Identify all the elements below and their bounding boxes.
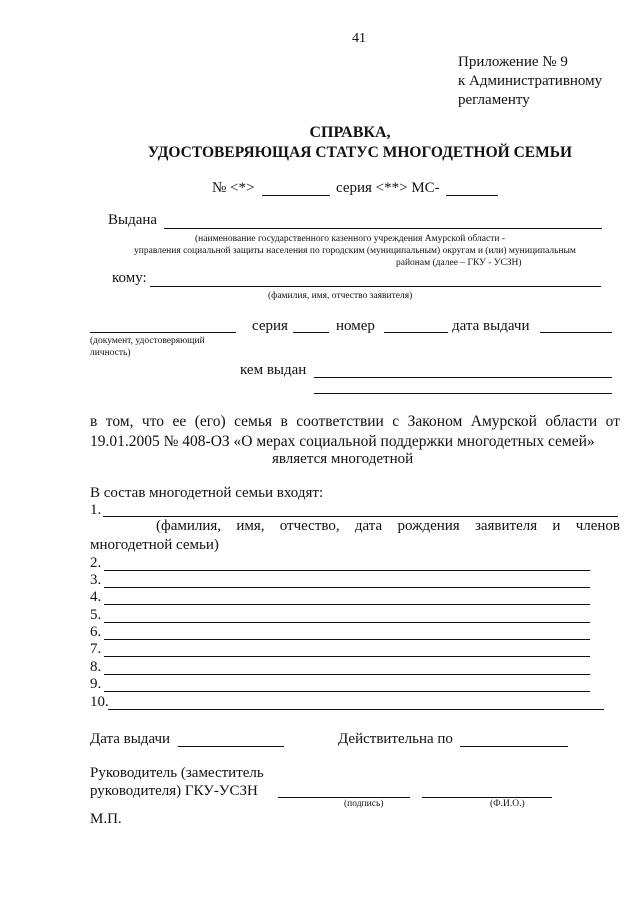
document-issuer-field-2[interactable] (314, 393, 612, 394)
document-issuer-label: кем выдан (240, 362, 307, 378)
issue-date-label: Дата выдачи (90, 731, 171, 747)
member-label-5: 5. (90, 607, 102, 623)
statement-line-3: является многодетной (272, 451, 414, 467)
valid-until-label: Действительна по (338, 731, 453, 747)
member-label-7: 7. (90, 641, 102, 657)
statement-line-1: в том, что ее (его) семья в соответствии с Законом Амурской области от (90, 413, 620, 430)
head-title-line-1: Руководитель (заместитель (90, 765, 264, 781)
recipient-note: (фамилия, имя, отчество заявителя) (268, 291, 413, 301)
members-heading: В состав многодетной семьи входят: (90, 485, 324, 501)
issued-by-field[interactable] (164, 228, 602, 229)
member-field-8[interactable] (104, 674, 590, 675)
identity-document-field[interactable] (90, 332, 236, 333)
head-title-line-2: руководителя) ГКУ-УСЗН (90, 783, 258, 799)
number-field[interactable] (262, 195, 330, 196)
issued-by-note-2: управления социальной защиты населения по городским (муниципальным) округам и (или) муниципальным (134, 246, 576, 256)
issue-date-field[interactable] (178, 746, 284, 747)
appendix-line-1: Приложение № 9 (458, 54, 568, 70)
signature-note: (подпись) (344, 799, 384, 809)
document-series-label: серия (252, 318, 288, 334)
identity-document-note-2: личность) (90, 348, 131, 358)
member-field-7[interactable] (104, 656, 590, 657)
identity-document-note-1: (документ, удостоверяющий (90, 336, 205, 346)
document-title-line-1: СПРАВКА, (309, 124, 391, 141)
member-field-2[interactable] (104, 570, 590, 571)
valid-until-field[interactable] (460, 746, 568, 747)
recipient-label: кому: (112, 270, 147, 286)
full-name-note: (Ф.И.О.) (490, 799, 525, 809)
member-field-3[interactable] (104, 587, 590, 588)
member-label-3: 3. (90, 572, 102, 588)
document-issuer-field[interactable] (314, 377, 612, 378)
member-field-9[interactable] (104, 691, 590, 692)
document-title-line-2: УДОСТОВЕРЯЮЩАЯ СТАТУС МНОГОДЕТНОЙ СЕМЬИ (147, 144, 573, 161)
member-label-2: 2. (90, 555, 102, 571)
member-label-9: 9. (90, 676, 102, 692)
members-note-2: многодетной семьи) (90, 537, 219, 553)
member-label-10: 10. (90, 694, 109, 710)
appendix-line-2: к Административному (458, 73, 603, 89)
number-label: № <*> (212, 180, 255, 196)
document-date-label: дата выдачи (452, 318, 530, 334)
series-label: серия <**> МС- (336, 180, 440, 196)
issued-by-note-1: (наименование государственного казенного учреждения Амурской области - (195, 234, 505, 244)
member-label-8: 8. (90, 659, 102, 675)
members-note-1: (фамилия, имя, отчество, дата рождения заявителя и членов (156, 518, 620, 534)
member-field-4[interactable] (104, 604, 590, 605)
recipient-field[interactable] (150, 286, 601, 287)
full-name-field[interactable] (422, 797, 552, 798)
statement-line-2: 19.01.2005 № 408-ОЗ «О мерах социальной поддержки многодетных семей» (90, 433, 595, 450)
signature-field[interactable] (278, 797, 410, 798)
appendix-line-3: регламенту (458, 92, 530, 108)
issued-by-note-3: районам (далее – ГКУ - УСЗН) (396, 258, 522, 268)
document-series-field[interactable] (293, 332, 329, 333)
member-field-10[interactable] (108, 709, 604, 710)
document-number-label: номер (336, 318, 375, 334)
document-number-field[interactable] (384, 332, 448, 333)
stamp-place: М.П. (90, 811, 122, 827)
member-label-6: 6. (90, 624, 102, 640)
member-label-4: 4. (90, 589, 102, 605)
member-field-1[interactable] (103, 516, 618, 517)
member-field-6[interactable] (104, 639, 590, 640)
series-field[interactable] (446, 195, 498, 196)
page-number: 41 (352, 31, 366, 46)
document-date-field[interactable] (540, 332, 612, 333)
member-field-5[interactable] (104, 622, 590, 623)
issued-by-label: Выдана (108, 212, 158, 228)
member-label-1: 1. (90, 502, 102, 518)
